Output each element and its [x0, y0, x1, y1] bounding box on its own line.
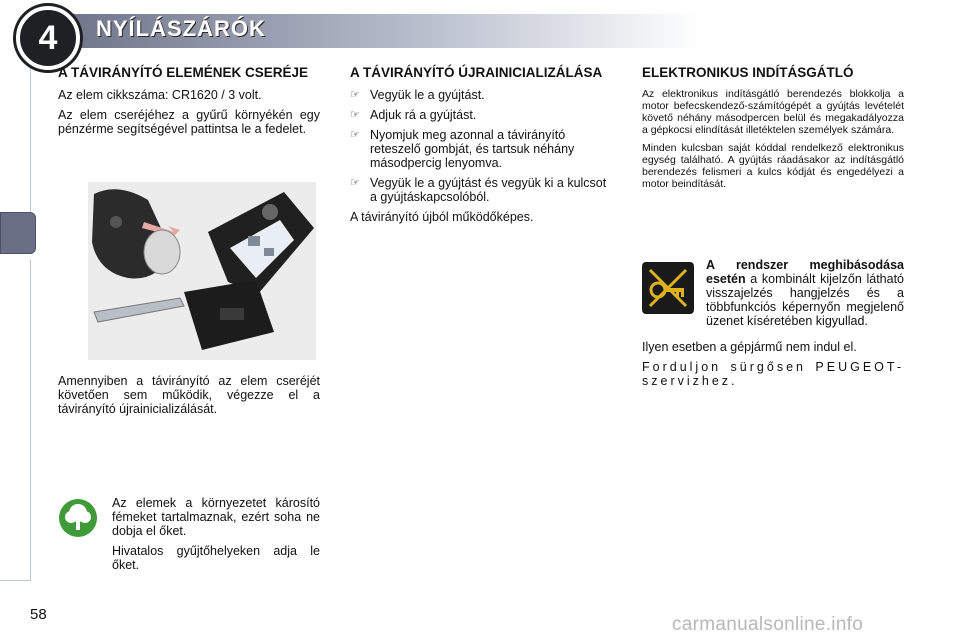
side-tab-active	[0, 212, 36, 254]
page-title: NYÍLÁSZÁRÓK	[96, 16, 266, 41]
side-tab-strip	[0, 60, 34, 580]
side-tab-2	[0, 100, 31, 141]
fault-warning-text	[706, 258, 904, 328]
immobiliser-heading: ELEKTRONIKUS INDÍTÁSGÁTLÓ	[642, 65, 854, 80]
battery-spec: Az elem cikkszáma: CR1620 / 3 volt.	[58, 88, 262, 102]
key-fob-drawing	[88, 182, 316, 360]
immobiliser-body	[642, 88, 904, 190]
step-text: Adjuk rá a gyújtást.	[370, 108, 477, 122]
side-tab-8	[0, 340, 31, 381]
side-tab-11	[0, 460, 31, 501]
battery-section	[58, 66, 320, 142]
side-tab-10	[0, 420, 31, 461]
immobiliser-section	[642, 66, 904, 196]
reinit-note-text: Amennyiben a távirányító az elem cseréjét követően sem működik, végezze el a távirányító újrainicializálását.	[58, 374, 320, 416]
side-tab-7	[0, 300, 31, 341]
reinit-heading: A TÁVIRÁNYÍTÓ ÚJRAINICIALIZÁLÁSA	[350, 65, 603, 80]
page-number: 58	[30, 606, 47, 623]
watermark: carmanualsonline.info	[672, 614, 864, 635]
battery-instructions: Az elem cseréjéhez a gyűrű környékén egy pénzérme segítségével pattintsa le a fedelet.	[58, 108, 320, 136]
step-text: Vegyük le a gyújtást.	[370, 88, 485, 102]
immobiliser-key-warning-icon	[642, 262, 694, 314]
side-tab-6	[0, 260, 31, 301]
fault-warning-bold: A rendszer meghibásodása esetén	[706, 258, 904, 286]
pointing-hand-icon: ☞	[350, 109, 360, 121]
step-text: Vegyük le a gyújtást és vegyük ki a kulcsot a gyújtáskapcsolóból.	[370, 176, 607, 204]
no-start-text: Ilyen esetben a gépjármű nem indul el.	[642, 340, 857, 354]
eco-notice-text-1: Az elemek a környezetet károsító fémeket tartalmaznak, ezért soha ne dobja el őket.	[112, 496, 320, 538]
side-tab-12	[0, 500, 31, 541]
contact-dealer-text: Forduljon sürgősen PEUGEOT-szervizhez.	[642, 360, 904, 388]
fault-warning-rest: a kombinált kijelzőn látható visszajelzés hangjelzés és a többfunkciós képernyőn megjelenő üzenet kíséretében kigyullad.	[706, 272, 904, 328]
side-tab-1	[0, 60, 31, 101]
immobiliser-text-2: Minden kulcsban saját kóddal rendelkező elektronikus egység található. A gyújtás ráadásakor az indításgátló berendezés felismeri a kulcs kódját és engedélyezi a motor beindítását.	[642, 142, 904, 190]
list-item	[350, 88, 612, 102]
immobiliser-after-warning	[642, 340, 904, 394]
recycle-tree-icon	[58, 498, 98, 538]
side-tab-3	[0, 140, 31, 181]
list-item	[350, 176, 612, 204]
step-text: Nyomjuk meg azonnal a távirányító reteszelő gombját, és tartsuk néhány másodpercig lenyomva.	[370, 128, 575, 170]
eco-notice	[112, 496, 320, 578]
reinit-section	[350, 66, 612, 230]
eco-notice-text-2: Hivatalos gyűjtőhelyeken adja le őket.	[112, 544, 320, 572]
chapter-number: 4	[16, 6, 80, 70]
reinit-steps	[350, 88, 612, 204]
reinit-note	[58, 374, 320, 422]
side-tab-13	[0, 540, 31, 581]
list-item	[350, 108, 612, 122]
list-item	[350, 128, 612, 170]
side-tab-9	[0, 380, 31, 421]
immobiliser-fault-warning	[706, 258, 904, 334]
pointing-hand-icon: ☞	[350, 177, 360, 189]
immobiliser-text-1: Az elektronikus indításgátló berendezés blokkolja a motor befecskendező-számítógépét a gyújtás levételét követő néhány másodpercen belül és megakadályozza a gépkocsi elindítását illetéktelen személyek számára.	[642, 88, 904, 136]
pointing-hand-icon: ☞	[350, 89, 360, 101]
battery-heading: A TÁVIRÁNYÍTÓ ELEMÉNEK CSERÉJE	[58, 65, 309, 80]
reinit-closing: A távirányító újból működőképes.	[350, 210, 534, 224]
pointing-hand-icon: ☞	[350, 129, 360, 141]
key-battery-illustration	[88, 182, 316, 360]
